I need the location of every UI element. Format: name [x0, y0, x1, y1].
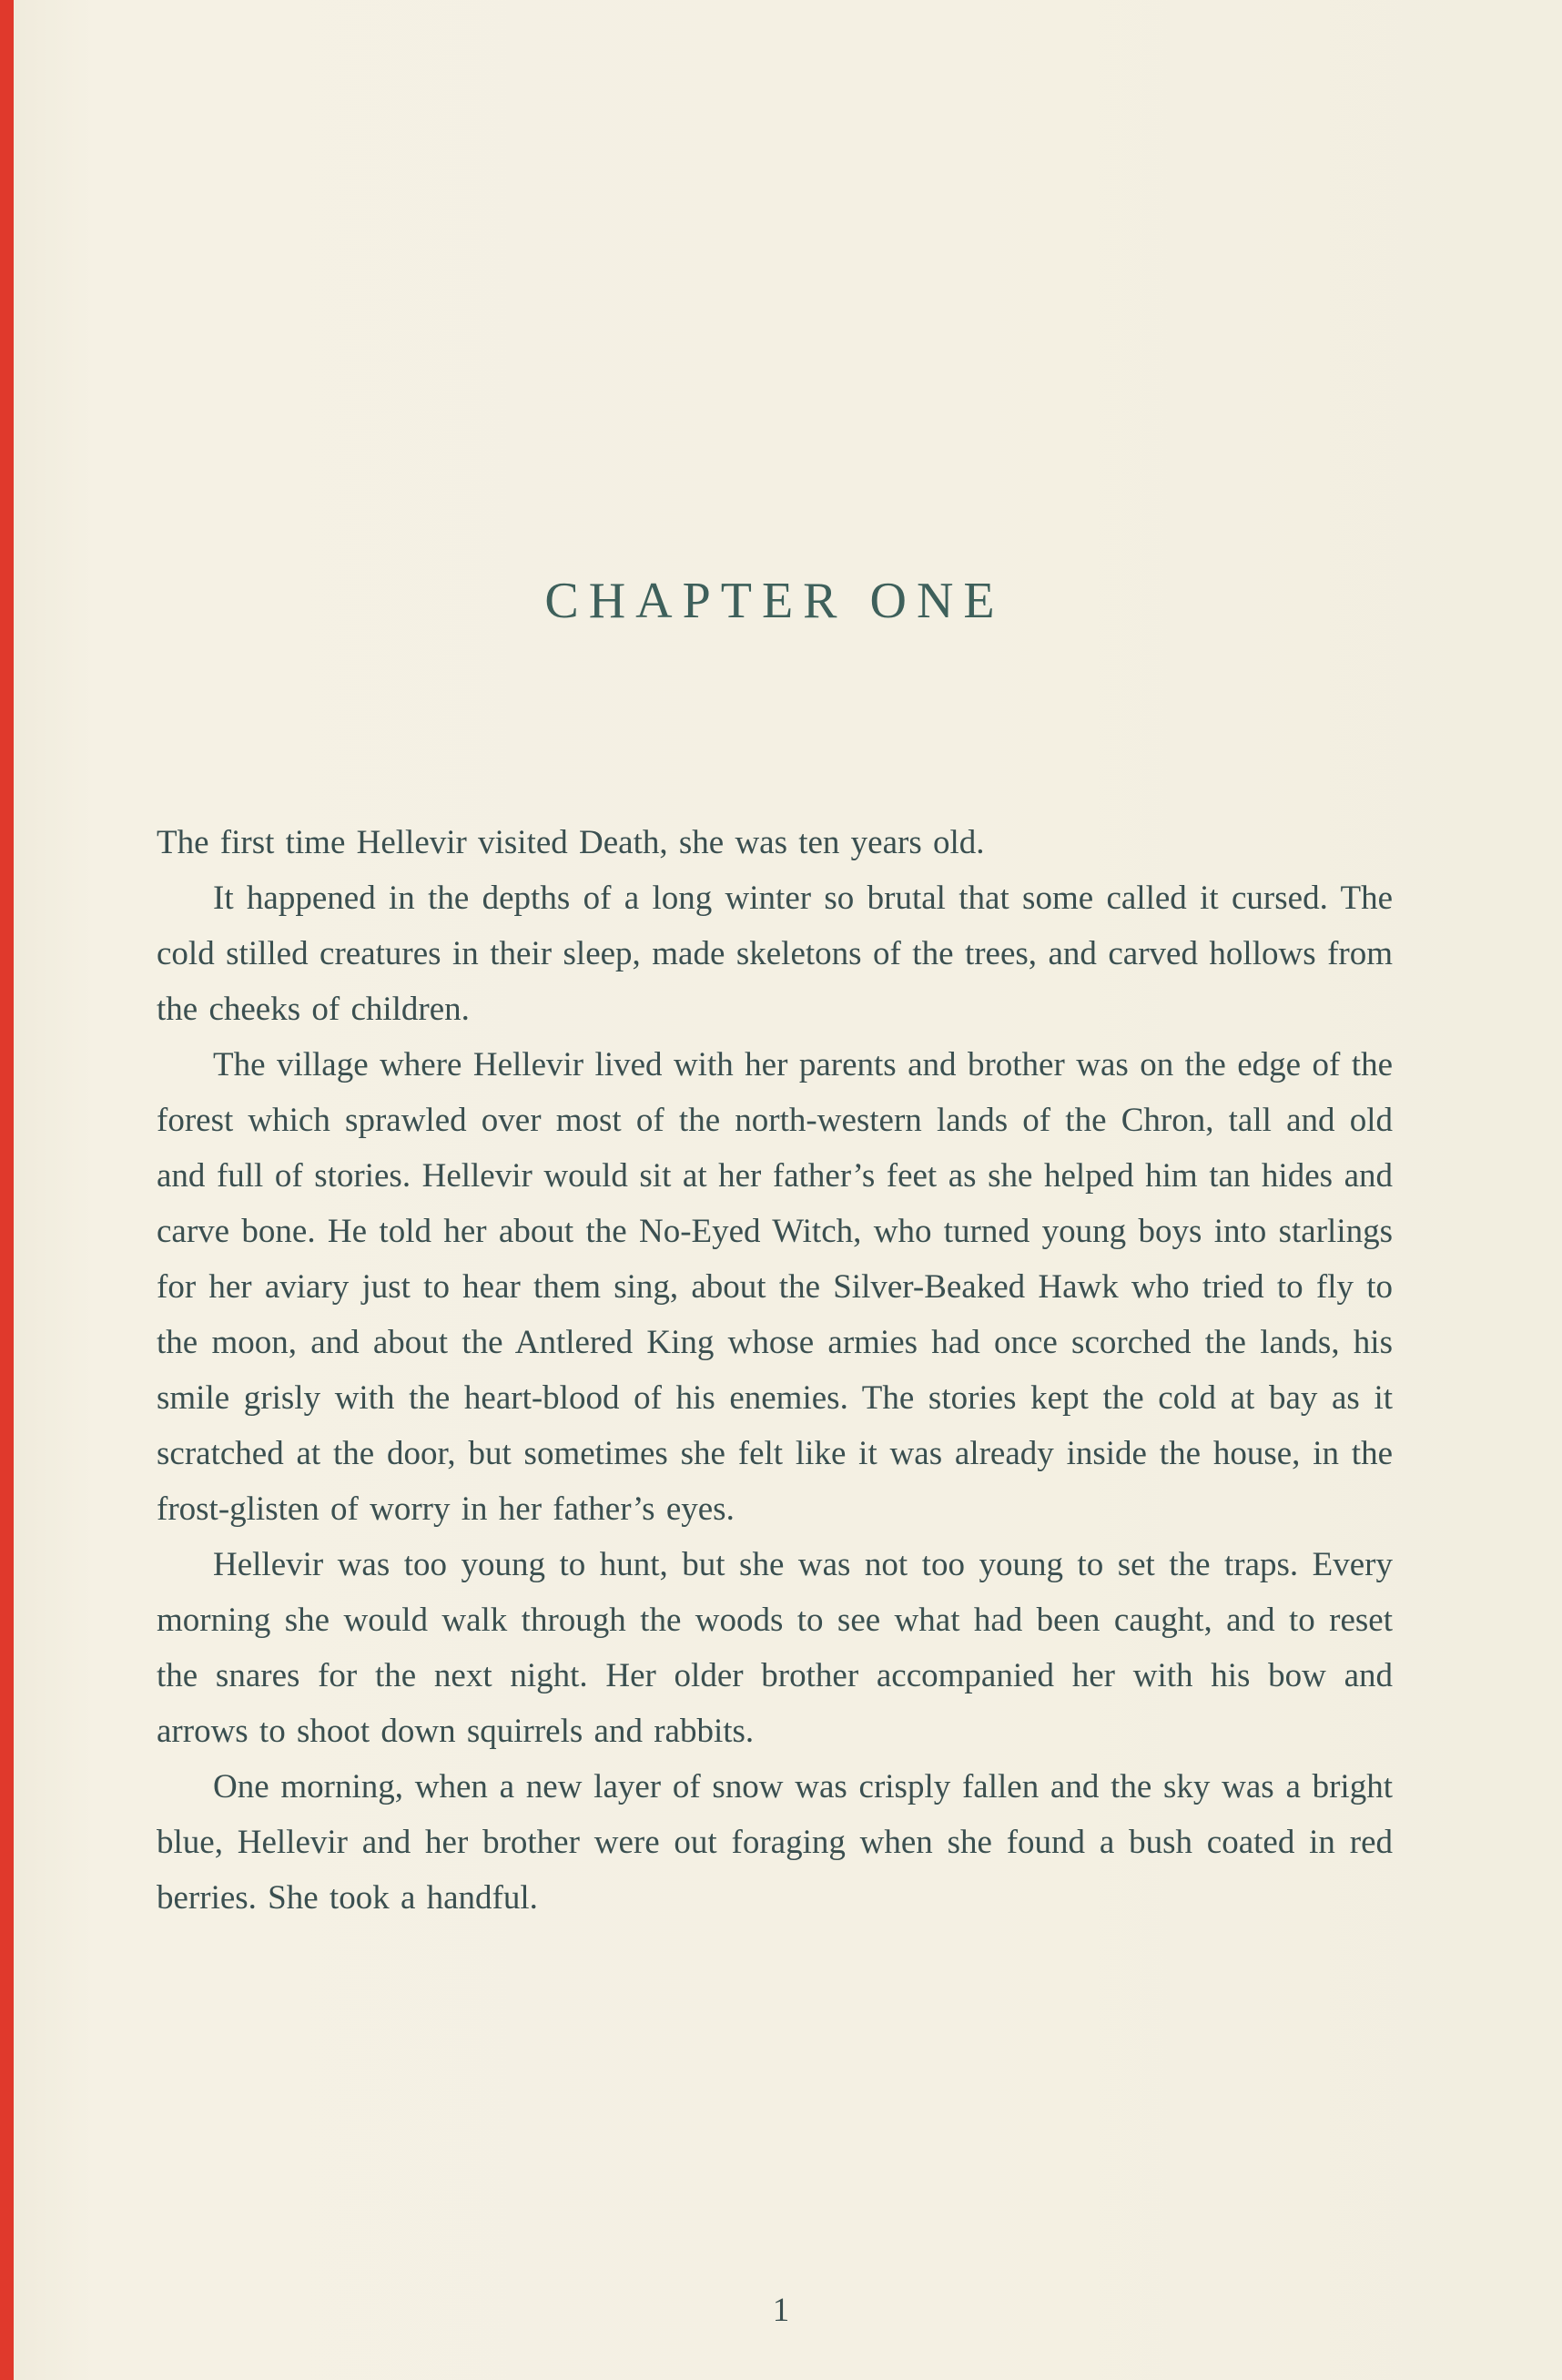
paragraph-2: It happened in the depths of a long winter so brutal that some called it cursed. The cold stilled creatures in their sleep, made skeletons of the trees, and carved hollows from the cheeks of children.	[157, 880, 1393, 1028]
paragraph-4: Hellevir was too young to hunt, but she was not too young to set the traps. Every morning she would walk through the woods to see what had been caught, and to reset the snares for the next night. Her older brother accompanied her with his bow and arrows to shoot down squirrels and rabbits.	[157, 1546, 1393, 1750]
body-text	[157, 815, 1393, 1926]
paragraph-5: One morning, when a new layer of snow was crisply fallen and the sky was a bright blue, Hellevir and her brother were out foraging when she found a bush coated in red berries. She took a handful.	[157, 1768, 1393, 1917]
red-edge-strip	[0, 0, 14, 2380]
chapter-heading: CHAPTER ONE	[544, 573, 1005, 629]
paragraph-3: The village where Hellevir lived with her parents and brother was on the edge of the forest which sprawled over most of the north-western lands of the Chron, tall and old and full of stories. Hellevir would sit at her father’s feet as she helped him tan hides and carve bone. He told her about the No-Eyed Witch, who turned young boys into starlings for her aviary just to hear them sing, about the Silver-Beaked Hawk who tried to fly to the moon, and about the Antlered King whose armies had once scorched the lands, his smile grisly with the heart-blood of his enemies. The stories kept the cold at bay as it scratched at the door, but sometimes she felt like it was already inside the house, in the frost-glisten of worry in her father’s eyes.	[157, 1046, 1393, 1528]
page-number: 1	[772, 2292, 790, 2329]
paragraph-1: The first time Hellevir visited Death, she was ten years old.	[157, 824, 985, 861]
